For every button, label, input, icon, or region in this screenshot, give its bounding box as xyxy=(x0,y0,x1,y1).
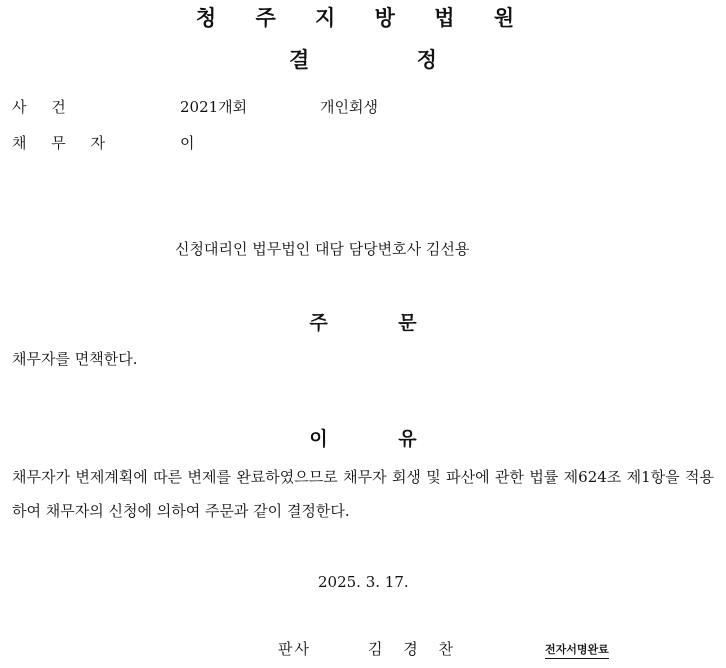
case-label: 사 건 xyxy=(12,98,76,116)
reason-text: 채무자가 변제계획에 따른 변제를 완료하였으므로 채무자 회생 및 파산에 관한 법률 제624조 제1항을 적용하여 채무자의 신청에 의하여 주문과 같이 결정한다. xyxy=(12,468,714,520)
document-title: 결 정 xyxy=(289,48,437,72)
judge-name: 김 경 찬 xyxy=(368,640,462,658)
debtor-name: 이 xyxy=(180,134,195,152)
signature-stamp: 전자서명완료 xyxy=(545,641,609,659)
order-heading: 주 문 xyxy=(309,312,417,334)
debtor-label: 채 무 자 xyxy=(12,134,116,152)
case-name: 개인회생 xyxy=(320,98,378,116)
order-text: 채무자를 면책한다. xyxy=(12,350,138,368)
reason-heading: 이 유 xyxy=(309,428,417,450)
case-number: 2021개회 xyxy=(180,98,248,116)
court-name: 청 주 지 방 법 원 xyxy=(195,6,531,30)
judge-title: 판사 xyxy=(278,640,311,658)
representative-line: 신청대리인 법무법인 대담 담당변호사 김선용 xyxy=(175,240,470,258)
decision-date: 2025. 3. 17. xyxy=(318,573,409,591)
